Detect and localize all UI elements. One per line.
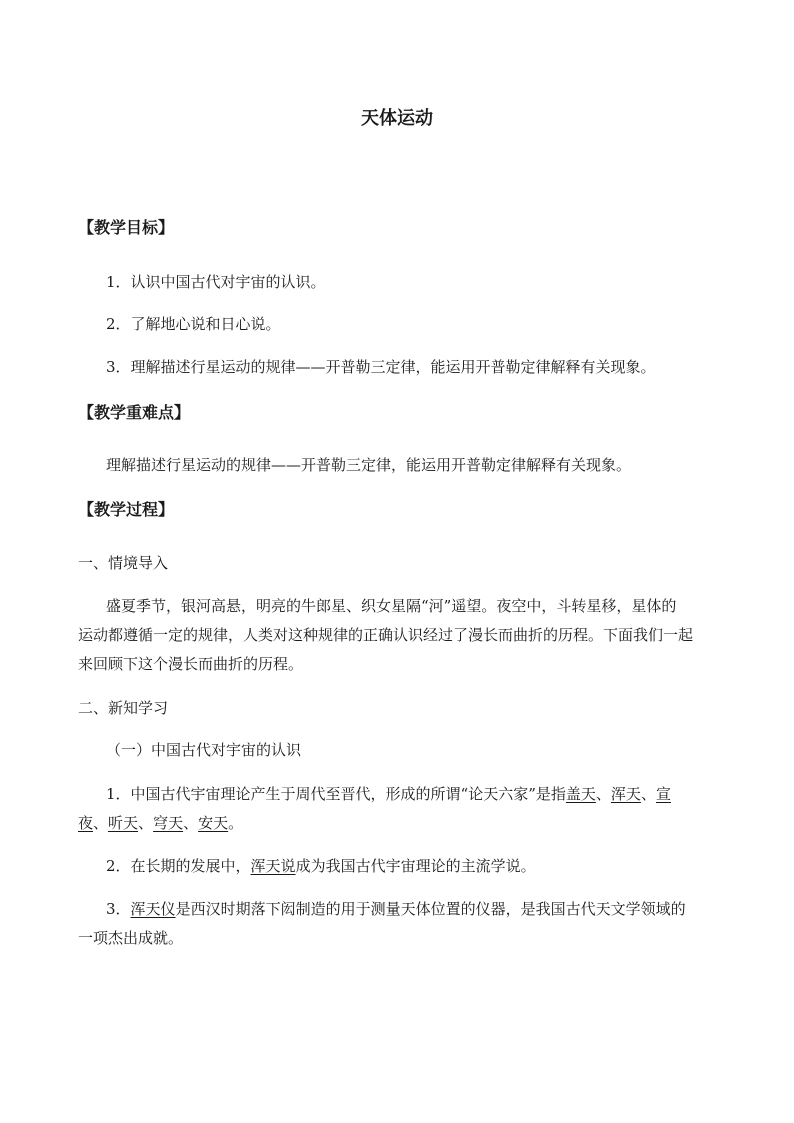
key-points-heading: 【教学重难点】 [78,403,191,422]
term-huntianshuo: 浑天说 [250,857,296,875]
item3-suffix: 是西汉时期落下闳制造的用于测量天体位置的仪器，是我国古代天文学领域的 [175,900,686,918]
separator: 、 [183,814,199,832]
term-tingtian: 听天 [108,814,139,832]
term-huntianyi: 浑天仪 [130,900,176,918]
part1-line-3: 来回顾下这个漫长而曲折的历程。 [78,655,304,673]
term-antian: 安天 [198,814,229,832]
part2-heading: 二、新知学习 [78,699,169,717]
objective-item-3: 3．理解描述行星运动的规律——开普勒三定律，能运用开普勒定律解释有关现象。 [106,358,656,376]
item3-number: 3． [106,900,131,918]
item2-suffix: 成为我国古代宇宙理论的主流学说。 [295,857,536,875]
part2-item-1-line-1 [106,784,671,804]
part2-item-2 [106,856,536,876]
separator: 、 [640,785,656,803]
key-points-text: 理解描述行星运动的规律——开普勒三定律，能运用开普勒定律解释有关现象。 [106,456,632,474]
objectives-heading: 【教学目标】 [78,218,175,237]
process-heading: 【教学过程】 [78,500,175,519]
term-qiongtian: 穹天 [153,814,184,832]
separator: 、 [138,814,154,832]
objective-item-1: 1．认识中国古代对宇宙的认识。 [106,273,326,291]
part2-item-1-line-2 [78,813,243,833]
part1-line-1: 盛夏季节，银河高悬，明亮的牛郎星、织女星隔“河”遥望。夜空中，斗转星移，星体的 [106,597,677,615]
separator: 、 [595,785,611,803]
page-title: 天体运动 [361,108,433,129]
part2-item-3-line-1 [106,899,686,919]
part1-heading: 一、情境导入 [78,554,169,572]
term-huntian: 浑天 [610,785,641,803]
part2-subheading: （一）中国古代对宇宙的认识 [106,741,302,759]
part1-line-2: 运动都遵循一定的规律，人类对这种规律的正确认识经过了漫长而曲折的历程。下面我们一起 [78,626,694,644]
item2-prefix: 2．在长期的发展中， [106,857,251,875]
part2-item-3-line-2: 一项杰出成就。 [78,929,184,947]
separator: 、 [93,814,109,832]
objective-item-2: 2．了解地心说和日心说。 [106,315,281,333]
item1-end: 。 [228,814,244,832]
term-gaitian: 盖天 [565,785,596,803]
item1-prefix: 1．中国古代宇宙理论产生于周代至晋代，形成的所谓“论天六家”是指 [106,785,566,803]
term-xuanye-part-1: 宣 [655,785,671,803]
term-xuanye-part-2: 夜 [78,814,94,832]
